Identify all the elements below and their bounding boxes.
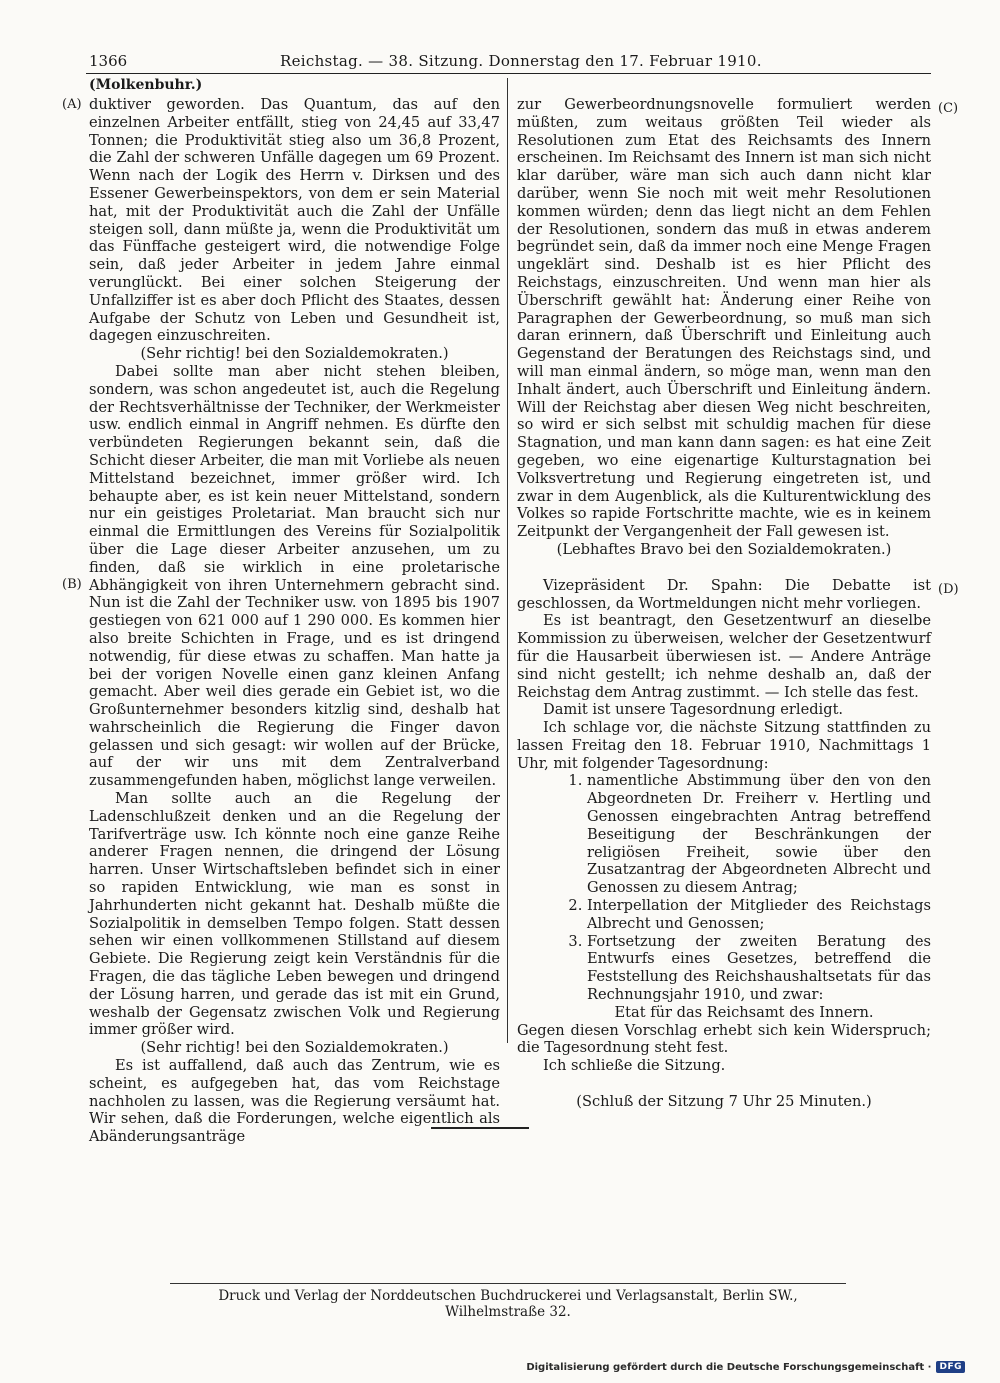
paragraph: duktiver geworden. Das Quantum, das auf den einzelnen Arbeiter entfällt, stieg von 24,45 auf 33,47 Tonnen; die Produktivität stieg also um 36,8 Prozent, die Zahl der schweren Unfälle dagegen um 69 Prozent. Wenn nach der Logik des Herrn v. Dirksen und des Essener Gewerbeinspektors, von dem er sein Material hat, mit der Produktivität auch die Zahl der Unfälle steigen soll, dann müßte ja, wenn die Produktivität um das Fünffache gesteigert wird, die notwendige Folge sein, daß jeder Arbeiter in jedem Jahre einmal verunglückt. Bei einer solchen Steigerung der Unfallziffer ist es aber doch Pflicht des Staates, dessen Aufgabe der Schutz von Leben und Gesundheit ist, dagegen einzuschreiten. — [89, 96, 500, 345]
margin-marker-d: (D) — [938, 582, 959, 597]
agenda-item: 2. Interpellation der Mitglieder des Reichstags Albrecht und Genossen; — [587, 897, 931, 933]
footer-rule — [170, 1283, 846, 1284]
interjection: (Sehr richtig! bei den Sozialdemokraten.) — [140, 1039, 449, 1057]
interjection: (Sehr richtig! bei den Sozialdemokraten.) — [140, 345, 449, 363]
header-rule — [86, 73, 931, 74]
agenda-item: 1. namentliche Abstimmung über den von den Abgeordneten Dr. Freiherr v. Hertling und Genossen eingebrachten Antrag betreffend Beseitigung der Beschränkungen der religiösen Freiheit, sowie über den Zusatzantrag der Abgeordneten Albrecht und Genossen zu diesem Antrag; — [587, 772, 931, 897]
left-column — [89, 96, 500, 1146]
end-rule — [431, 1127, 529, 1129]
margin-marker-c: (C) — [938, 101, 959, 116]
paragraph: Damit ist unsere Tagesordnung erledigt. — [543, 701, 844, 719]
dfg-logo-icon: DFG — [936, 1361, 965, 1373]
margin-marker-b: (B) — [62, 577, 82, 592]
paragraph: Ich schlage vor, die nächste Sitzung stattfinden zu lassen Freitag den 18. Februar 1910, Nachmittags 1 Uhr, mit folgender Tagesordnung: — [517, 719, 931, 772]
funding-note — [526, 1361, 965, 1373]
vice-president-speech: Vizepräsident Dr. Spahn: Die Debatte ist geschlossen, da Wortmeldungen nicht mehr vorliegen. — [517, 576, 931, 612]
agenda-subitem: Etat für das Reichsamt des Innern. — [614, 1003, 874, 1021]
page-number: 1366 — [89, 52, 128, 70]
running-title: Reichstag. — 38. Sitzung. Donnerstag den 17. Februar 1910. — [280, 52, 762, 70]
paragraph: zur Gewerbeordnungsnovelle formuliert werden müßten, zum weitaus größten Teil wieder als Resolutionen zum Etat des Reichsamts des Innern erscheinen. Im Reichsamt des Innern ist man sich nicht klar darüber, wäre man sich auch dann nicht klar darüber, wenn Sie noch mit weit mehr Resolutionen kommen würden; denn das liegt nicht an dem Fehlen der Resolutionen, sondern das muß in etwas anderem begründet sein, daß da immer noch eine Menge Fragen ungeklärt sind. Deshalb ist es hier Pflicht des Reichstags, einzuschreiten. Und wenn man hier als Überschrift gewählt hat: Änderung einer Reihe von Paragraphen der Gewerbeordnung, so muß man sich daran erinnern, daß Überschrift und Einleitung auch Gegenstand der Beratungen des Reichstags sind, und will man einmal ändern, so möge man, wenn man den Inhalt ändert, auch Überschrift und Einleitung ändern. Will der Reichstag aber diesen Weg nicht beschreiten, so wird er sich selbst mit schuldig machen für diese Stagnation, und man kann dann sagen: es hat eine Zeit gegeben, wo eine eigenartige Kulturstagnation bei Volksvertretung und Regierung eingetreten ist, und zwar in dem Augenblick, als die Kulturentwicklung des Volkes so rapide Fortschritte machte, wie es in keinem Zeitpunkt der Vergangenheit der Fall gewesen ist. — [517, 96, 931, 541]
agenda-item: 3. Fortsetzung der zweiten Beratung des Entwurfs eines Gesetzes, betreffend die Feststellung des Reichshaushaltsetats für das Rechnungsjahr 1910, und zwar: — [587, 933, 931, 1004]
imprint: Druck und Verlag der Norddeutschen Buchdruckerei und Verlagsanstalt, Berlin SW., Wilhelmstraße 32. — [218, 1288, 798, 1320]
funding-text: Digitalisierung gefördert durch die Deutsche Forschungsgemeinschaft · — [526, 1361, 932, 1373]
column-rule — [507, 78, 508, 1043]
session-end: (Schluß der Sitzung 7 Uhr 25 Minuten.) — [576, 1093, 872, 1111]
paragraph: Gegen diesen Vorschlag erhebt sich kein Widerspruch; die Tagesordnung steht fest. — [517, 1021, 931, 1057]
right-column — [517, 96, 931, 1111]
paragraph: Es ist beantragt, den Gesetzentwurf an dieselbe Kommission zu überweisen, welcher der Gesetzentwurf für die Hausarbeit überwiesen ist. — Andere Anträge sind nicht gestellt; ich nehme deshalb an, daß der Reichstag dem Antrag zustimmt. — Ich stelle das fest. — [517, 612, 931, 701]
paragraph: Es ist auffallend, daß auch das Zentrum, wie es scheint, es aufgegeben hat, das vom Reichstage nachholen zu lassen, was die Regierung versäumt hat. Wir sehen, daß die Forderungen, welche eigentlich als Abänderungsanträge — [89, 1057, 500, 1146]
margin-marker-a: (A) — [62, 97, 82, 112]
interjection: (Lebhaftes Bravo bei den Sozialdemokraten.) — [556, 540, 892, 558]
paragraph: Ich schließe die Sitzung. — [543, 1057, 726, 1075]
paragraph: Dabei sollte man aber nicht stehen bleiben, sondern, was schon angedeutet ist, auch die Regelung der Rechtsverhältnisse der Techniker, der Werkmeister usw. endlich einmal in Angriff nehmen. Es dürfte den verbündeten Regierungen bekannt sein, daß die Schicht dieser Arbeiter, die man mit Vorliebe als neuen Mittelstand bezeichnet, immer größer wird. Ich behaupte aber, es ist kein neuer Mittelstand, sondern nur ein geistiges Proletariat. Man braucht sich nur einmal die Ermittlungen des Vereins für Sozialpolitik über die Lage dieser Arbeiter anzusehen, um zu finden, daß sie wirklich in eine proletarische Abhängigkeit von ihren Unternehmern gebracht sind. Nun ist die Zahl der Techniker usw. von 1895 bis 1907 gestiegen von 621 000 auf 1 290 000. Es kommen hier also breite Schichten in Frage, und es ist dringend notwendig, für diese etwas zu schaffen. Man hatte ja bei der vorigen Novelle einen ganz kleinen Anfang gemacht. Aber weil dies gerade ein Gebiet ist, wo die Großunternehmer besonders kitzlig sind, deshalb hat wahrscheinlich die Regierung die Finger davon gelassen und sich gesagt: wir wollen auf der Brücke, auf der wir uns mit dem Zentralverband zusammengefunden haben, möglichst lange verweilen. — [89, 362, 500, 790]
paragraph: Man sollte auch an die Regelung der Ladenschlußzeit denken und an die Regelung der Tarifverträge usw. Ich könnte noch eine ganze Reihe anderer Fragen nennen, die dringend der Lösung harren. Unser Wirtschaftsleben befindet sich in einer so rapiden Entwicklung, wie man es sonst in Jahrhunderten nicht gekannt hat. Deshalb müßte die Sozialpolitik in demselben Tempo folgen. Statt dessen sehen wir einen vollkommenen Stillstand auf diesem Gebiete. Die Regierung zeigt kein Verständnis für die Fragen, die das tägliche Leben bewegen und dringend der Lösung harren, und gerade das ist mit ein Grund, weshalb der Gegensatz zwischen Volk und Regierung immer größer wird. — [89, 790, 500, 1039]
agenda-list — [517, 772, 931, 1003]
speaker-name: (Molkenbuhr.) — [89, 77, 203, 93]
